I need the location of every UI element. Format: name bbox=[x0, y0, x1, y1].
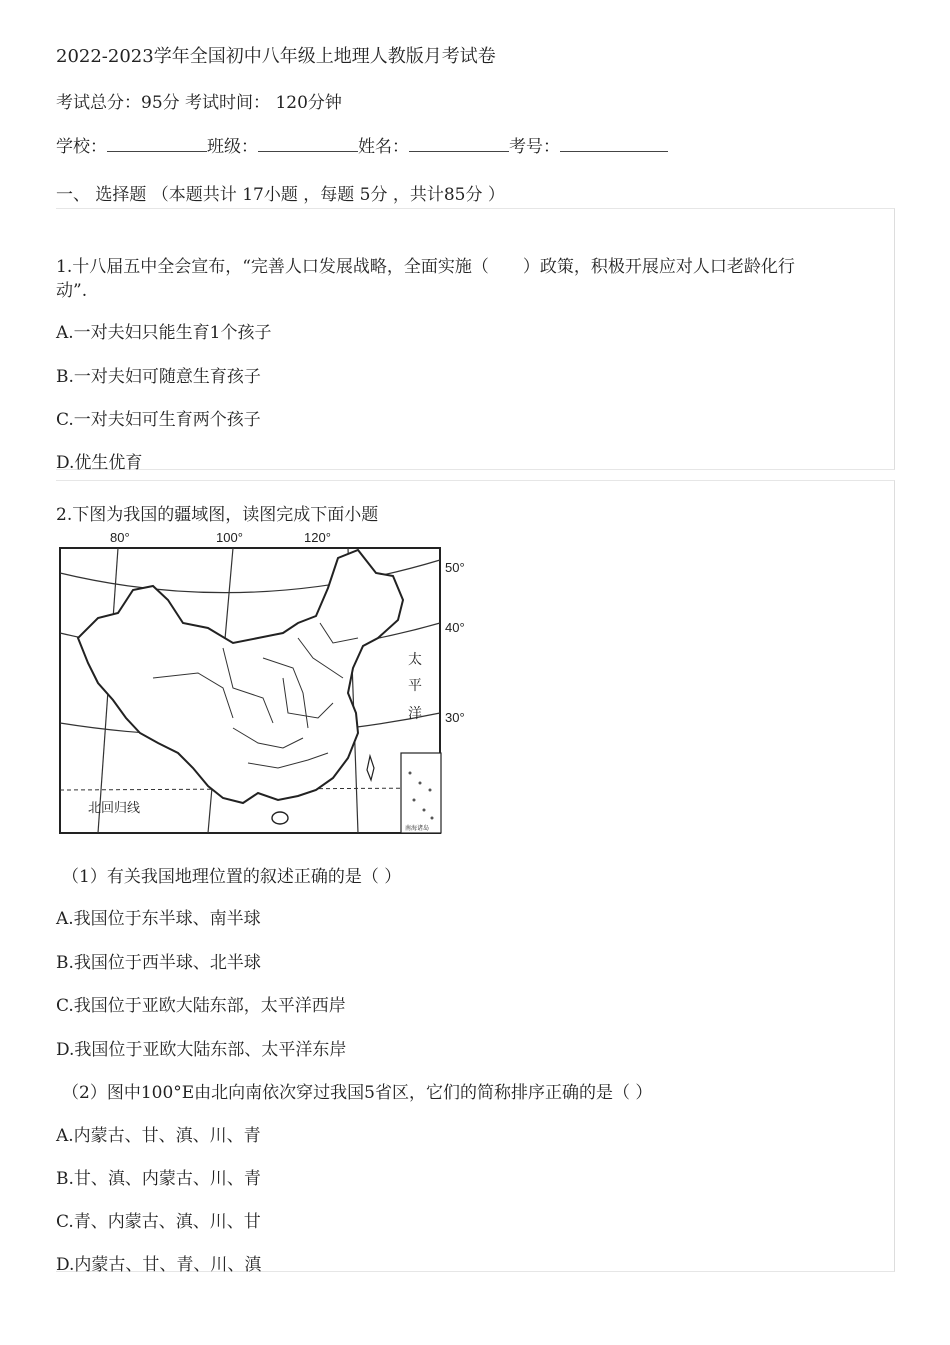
exam-time-label: 考试时间： bbox=[185, 93, 271, 113]
total-score-unit: 分 bbox=[162, 93, 180, 113]
question-2-sub2-option-a[interactable]: A.内蒙古、甘、滇、川、青 bbox=[56, 1126, 261, 1146]
question-1-option-c[interactable]: C.一对夫妇可生育两个孩子 bbox=[56, 410, 261, 430]
question-1-stem-cont: 动”. bbox=[56, 281, 88, 301]
china-territory-map bbox=[58, 528, 478, 838]
question-2-sub1-option-d[interactable]: D.我国位于亚欧大陆东部、太平洋东岸 bbox=[56, 1040, 347, 1060]
question-2-sub1-option-c[interactable]: C.我国位于亚欧大陆东部，太平洋西岸 bbox=[56, 996, 346, 1016]
number-field[interactable] bbox=[560, 137, 668, 152]
student-info-row bbox=[56, 132, 668, 157]
tropic-label: 北回归线 bbox=[88, 800, 141, 815]
lat-label-50: 50° bbox=[445, 560, 465, 575]
ocean-label-2: 平 bbox=[408, 677, 422, 693]
question-2-sub2-option-d[interactable]: D.内蒙古、甘、青、川、滇 bbox=[56, 1255, 262, 1275]
china-outline bbox=[78, 550, 403, 803]
exam-time-value: 120 bbox=[275, 93, 308, 113]
name-label: 姓名： bbox=[358, 137, 409, 157]
question-2-sub1-option-b[interactable]: B.我国位于西半球、北半球 bbox=[56, 953, 261, 973]
class-label: 班级： bbox=[207, 137, 258, 157]
exam-title: 2022-2023学年全国初中八年级上地理人教版月考试卷 bbox=[56, 46, 496, 67]
exam-meta bbox=[56, 88, 342, 113]
school-label: 学校： bbox=[56, 137, 107, 157]
question-2-stem: 2.下图为我国的疆域图，读图完成下面小题 bbox=[56, 505, 379, 525]
hainan-island bbox=[272, 812, 288, 824]
school-field[interactable] bbox=[107, 137, 207, 152]
exam-time-unit: 分钟 bbox=[307, 93, 342, 113]
question-2-sub1-option-a[interactable]: A.我国位于东半球、南半球 bbox=[56, 909, 261, 929]
question-1-option-a[interactable]: A.一对夫妇只能生育1个孩子 bbox=[56, 323, 272, 343]
ocean-label-1: 太 bbox=[408, 651, 422, 667]
question-1-option-b[interactable]: B.一对夫妇可随意生育孩子 bbox=[56, 367, 261, 387]
question-2-sub2-option-c[interactable]: C.青、内蒙古、滇、川、甘 bbox=[56, 1212, 261, 1232]
name-field[interactable] bbox=[409, 137, 509, 152]
lon-label-120: 120° bbox=[304, 530, 331, 545]
lon-label-80: 80° bbox=[110, 530, 130, 545]
lat-label-30: 30° bbox=[445, 710, 465, 725]
taiwan-island bbox=[367, 756, 374, 780]
lat-label-40: 40° bbox=[445, 620, 465, 635]
total-score-label: 考试总分： bbox=[56, 93, 141, 113]
question-2-sub2-option-b[interactable]: B.甘、滇、内蒙古、川、青 bbox=[56, 1169, 261, 1189]
lon-label-100: 100° bbox=[216, 530, 243, 545]
section-heading: 一、 选择题 （本题共计 17小题 ，每题 5分 ，共计85分 ） bbox=[56, 185, 505, 205]
question-2-sub2-stem: （2）图中100°E由北向南依次穿过我国5省区，它们的简称排序正确的是（ ） bbox=[62, 1083, 653, 1103]
question-1-stem: 1.十八届五中全会宣布，“完善人口发展战略，全面实施（ ）政策，积极开展应对人口老龄化行 bbox=[56, 257, 795, 277]
inset-label: 南海诸岛 bbox=[405, 826, 430, 832]
total-score-value: 95 bbox=[141, 93, 163, 113]
south-china-sea-inset bbox=[401, 753, 441, 833]
question-1-option-d[interactable]: D.优生优育 bbox=[56, 453, 143, 473]
question-2-sub1-stem: （1）有关我国地理位置的叙述正确的是（ ） bbox=[62, 867, 402, 887]
class-field[interactable] bbox=[258, 137, 358, 152]
number-label: 考号： bbox=[509, 137, 560, 157]
ocean-label-3: 洋 bbox=[408, 705, 422, 721]
